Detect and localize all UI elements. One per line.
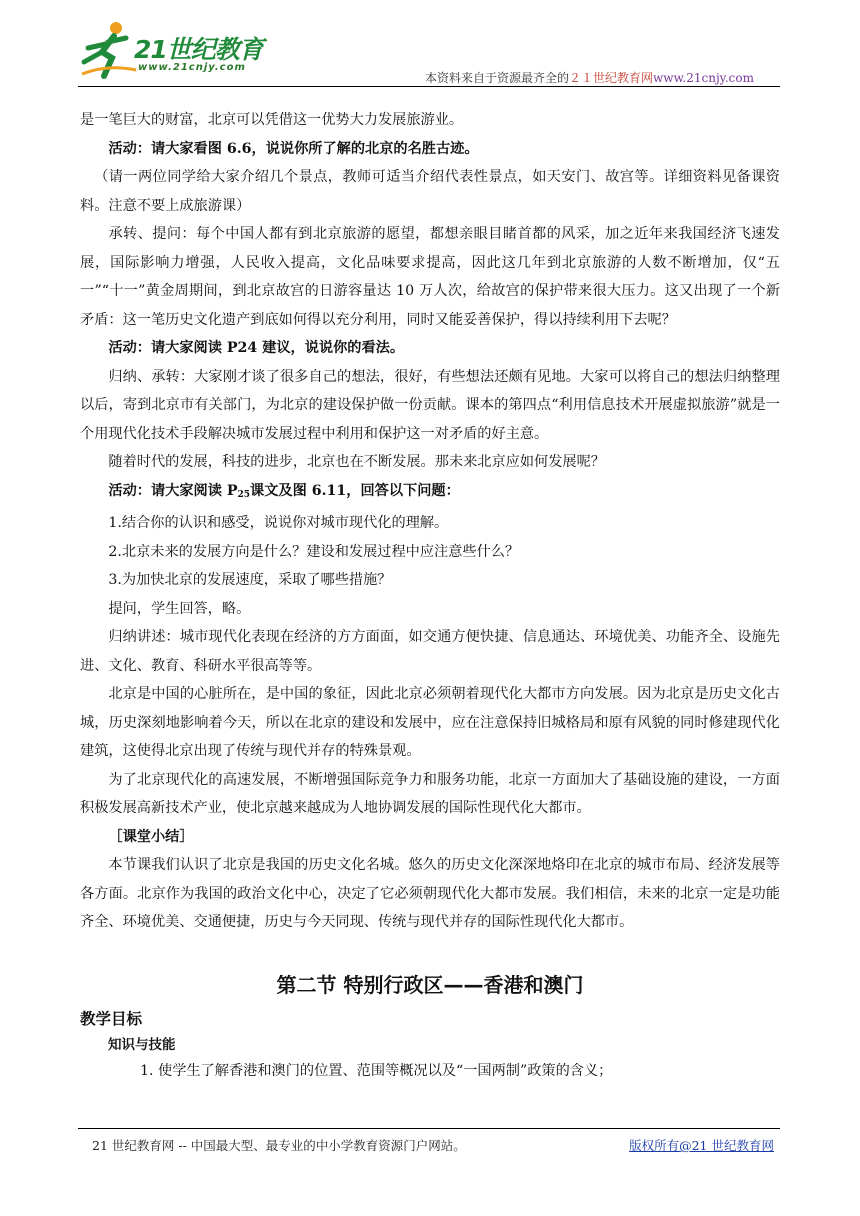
paragraph: 是一笔巨大的财富，北京可以凭借这一优势大力发展旅游业。	[80, 112, 464, 128]
goals-heading: 教学目标	[80, 1009, 143, 1028]
footer-left-text: 21 世纪教育网 -- 中国最大型、最专业的中小学教育资源门户网站。	[92, 1138, 466, 1153]
summary-heading: ［课堂小结］	[108, 828, 194, 845]
footer-divider	[78, 1128, 780, 1129]
page-header	[78, 14, 780, 84]
header-note-url[interactable]: www.21cnjy.com	[653, 71, 754, 85]
page-subscript: 25	[237, 489, 251, 500]
activity-paragraph: 活动：请大家阅读 P24 建议，说说你的看法。	[108, 340, 405, 356]
runner-logo-icon	[78, 18, 138, 82]
paragraph: 北京是中国的心脏所在，是中国的象征，因此北京必须朝着现代化大都市方向发展。因为北京是历史文化古城，历史深刻地影响着今天，所以在北京的建设和发展中，应在注意保持旧城格局和原有风貌的同时修建现代化建筑，这使得北京出现了传统与现代并存的特殊景观。	[80, 686, 780, 759]
knowledge-heading: 知识与技能	[108, 1036, 176, 1053]
header-divider	[78, 86, 780, 87]
question-item: 2.北京未来的发展方向是什么？建设和发展过程中应注意些什么？	[108, 543, 520, 560]
section-title: 第二节 特别行政区——香港和澳门	[276, 972, 584, 997]
header-note-prefix: 本资料来自于资源最齐全的	[425, 71, 570, 85]
activity-text-a: 活动：请大家阅读 P	[108, 482, 238, 499]
activity-paragraph: 活动：请大家看图 6.6，说说你所了解的北京的名胜古迹。	[108, 140, 479, 157]
header-note-highlight: ２１世纪教育网	[569, 71, 654, 85]
paragraph: 为了北京现代化的高速发展，不断增强国际竞争力和服务功能，北京一方面加大了基础设施的建设，一方面积极发展高新技术产业，使北京越来越成为人地协调发展的国际性现代化大都市。	[80, 771, 780, 816]
activity-text-b: 课文及图 6.11，回答以下问题：	[250, 482, 460, 499]
activity-paragraph	[80, 477, 780, 510]
paragraph: 归纳讲述：城市现代化表现在经济的方方面面，如交通方便快捷、信息通达、环境优美、功能齐全、设施先进、文化、教育、科研水平很高等等。	[80, 629, 780, 674]
question-item: 3.为加快北京的发展速度，采取了哪些措施？	[108, 572, 392, 588]
footer-copyright-link[interactable]: 版权所有@21 世纪教育网	[629, 1138, 774, 1153]
question-item: 1.结合你的认识和感受，说说你对城市现代化的理解。	[108, 515, 449, 531]
paragraph: 随着时代的发展，科技的进步，北京也在不断发展。那未来北京应如何发展呢？	[108, 454, 605, 470]
paragraph: 提问，学生回答，略。	[108, 600, 251, 617]
paragraph: （请一两位同学给大家介绍几个景点，教师可适当介绍代表性景点，如天安门、故宫等。详细资料见备课资料。注意不要上成旅游课）	[80, 169, 780, 214]
paragraph: 本节课我们认识了北京是我国的历史文化名城。悠久的历史文化深深地烙印在北京的城市布局、经济发展等各方面。北京作为我国的政治文化中心，决定了它必须朝现代化大都市发展。我们相信，未来的北京一定是功能齐全、环境优美、交通便捷，历史与今天同现、传统与现代并存的国际性现代化大都市。	[80, 857, 780, 930]
document-body	[80, 106, 780, 1085]
logo-text: 21世纪教育	[134, 35, 263, 64]
goal-item: 1. 使学生了解香港和澳门的位置、范围等概况以及“一国两制”政策的含义；	[140, 1062, 613, 1079]
header-note	[425, 69, 754, 86]
logo-url: www.21cnjy.com	[138, 62, 246, 73]
paragraph: 承转、提问：每个中国人都有到北京旅游的愿望，都想亲眼目睹首都的风采，加之近年来我国经济飞速发展，国际影响力增强，人民收入提高，文化品味要求提高，因此这几年到北京旅游的人数不断增加，仅“五一”“十一”黄金周期间，到北京故宫的日游容量达 10 万人次，给故宫的保护带来很大压力。这又出现了一个新矛盾：这一笔历史文化遗产到底如何得以充分利用，同时又能妥善保护，得以持续利用下去呢？	[80, 226, 780, 328]
site-logo[interactable]	[78, 14, 288, 84]
paragraph: 归纳、承转：大家刚才谈了很多自己的想法，很好，有些想法还颇有见地。大家可以将自己的想法归纳整理以后，寄到北京市有关部门，为北京的建设保护做一份贡献。课本的第四点“利用信息技术开展虚拟旅游”就是一个用现代化技术手段解决城市发展过程中利用和保护这一对矛盾的好主意。	[80, 368, 780, 442]
